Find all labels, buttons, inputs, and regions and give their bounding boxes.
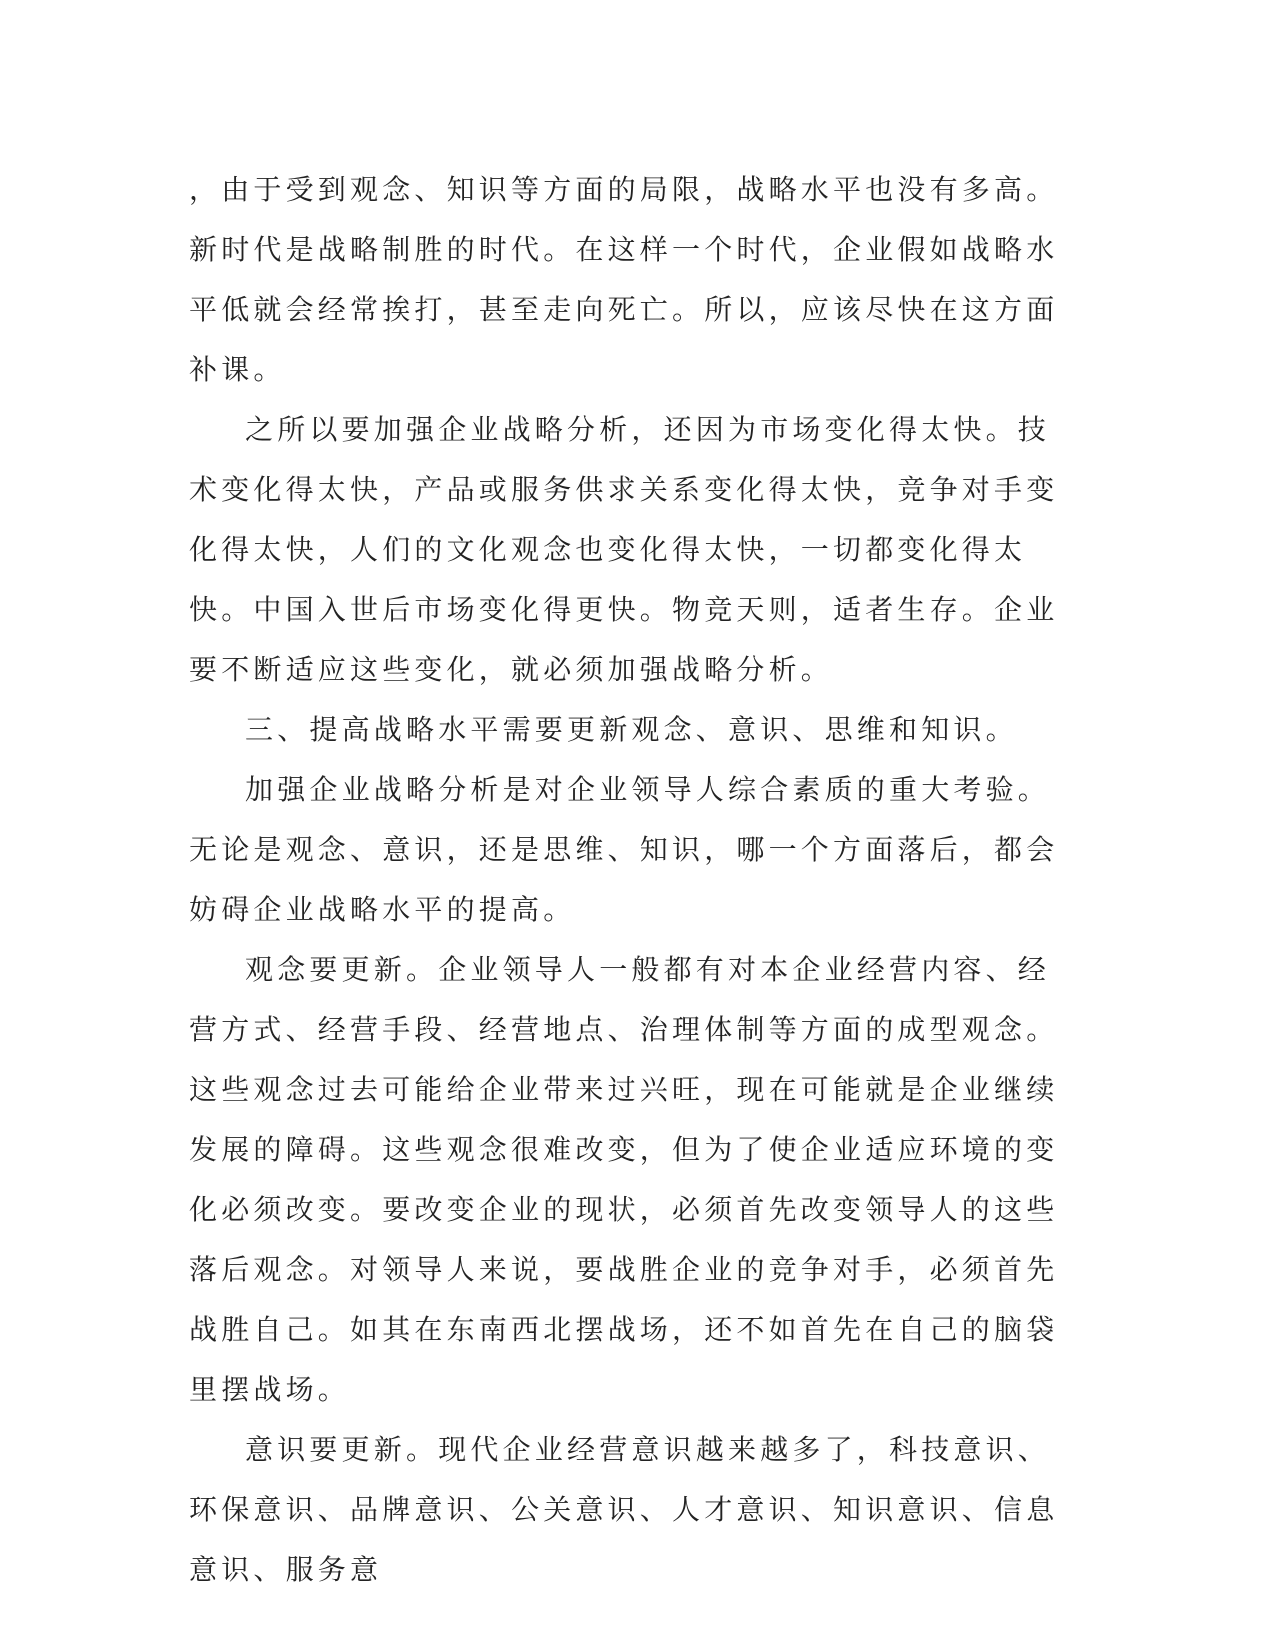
paragraph-continuation: ，由于受到观念、知识等方面的局限，战略水平也没有多高。新时代是战略制胜的时代。在这样一个时代，企业假如战略水平低就会经常挨打，甚至走向死亡。所以，应该尽快在这方面补课。 — [189, 173, 1059, 386]
paragraph-market-change: 之所以要加强企业战略分析，还因为市场变化得太快。技术变化得太快，产品或服务供求关系变化得太快，竞争对手变化得太快，人们的文化观念也变化得太快，一切都变化得太快。中国入世后市场变化得更快。物竞天则，适者生存。企业要不断适应这些变化，就必须加强战略分析。 — [189, 413, 1059, 686]
section-heading-three: 三、提高战略水平需要更新观念、意识、思维和知识。 — [245, 713, 1018, 746]
paragraph-update-awareness: 意识要更新。现代企业经营意识越来越多了，科技意识、环保意识、品牌意识、公关意识、人才意识、知识意识、信息意识、服务意 — [189, 1433, 1059, 1586]
paragraph-leadership-test: 加强企业战略分析是对企业领导人综合素质的重大考验。无论是观念、意识，还是思维、知识，哪一个方面落后，都会妨碍企业战略水平的提高。 — [189, 773, 1059, 926]
paragraph-update-concepts: 观念要更新。企业领导人一般都有对本企业经营内容、经营方式、经营手段、经营地点、治理体制等方面的成型观念。这些观念过去可能给企业带来过兴旺，现在可能就是企业继续发展的障碍。这些观念很难改变，但为了使企业适应环境的变化必须改变。要改变企业的现状，必须首先改变领导人的这些落后观念。对领导人来说，要战胜企业的竞争对手，必须首先战胜自己。如其在东南西北摆战场，还不如首先在自己的脑袋里摆战场。 — [189, 953, 1059, 1406]
document-body — [189, 160, 1079, 1600]
